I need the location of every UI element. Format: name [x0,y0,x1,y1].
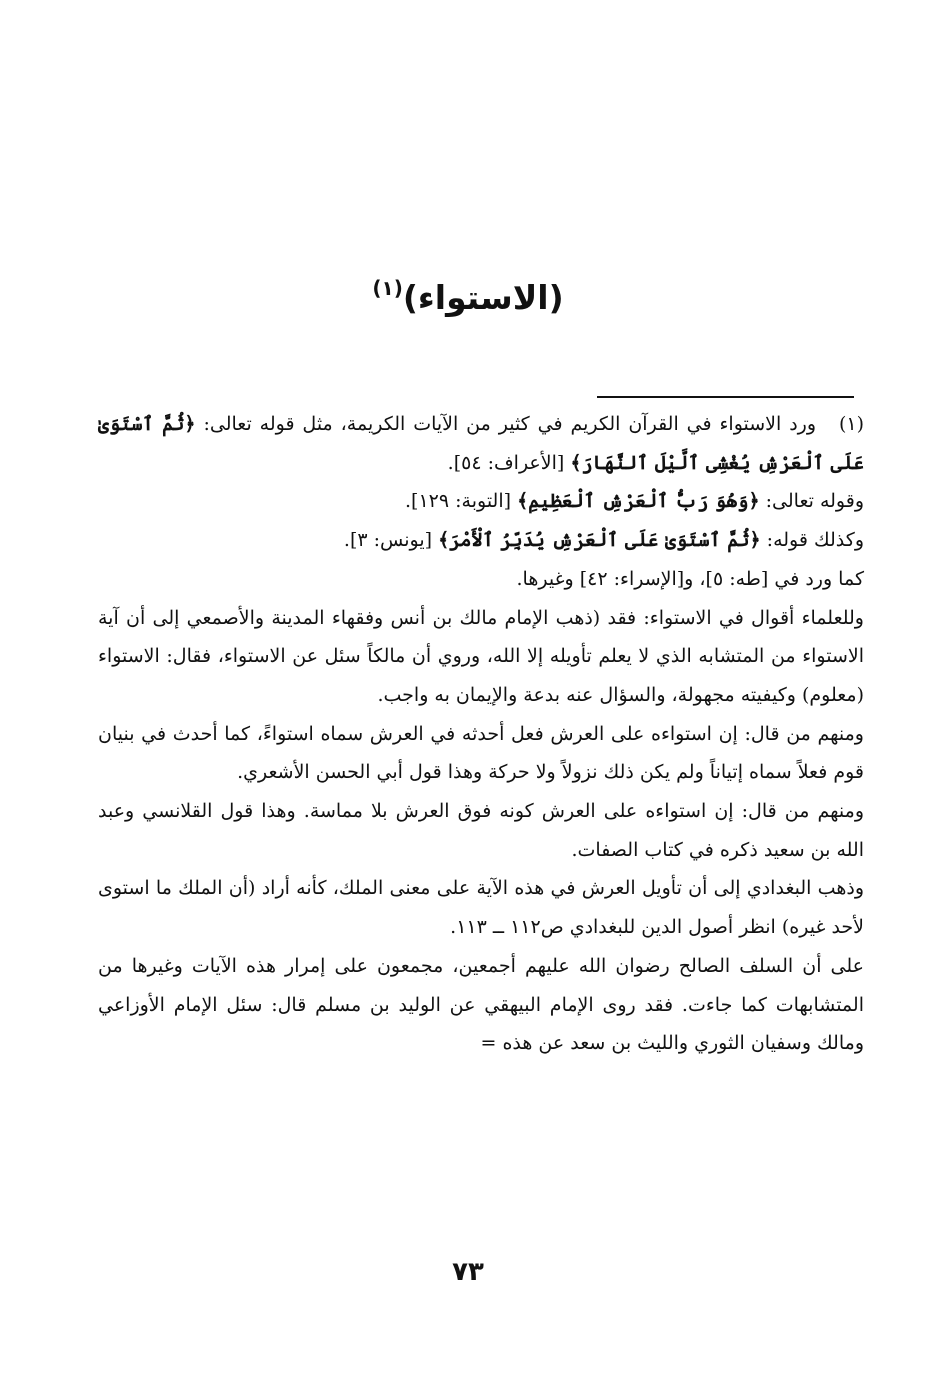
footnote-separator [597,396,854,398]
paragraph-text: كما ورد في [طه: ٥]، و[الإسراء: ٤٢] وغيرها. [516,567,864,590]
quran-verse: ﴿ثُمَّ ٱسْتَوَىٰ عَلَى ٱلْعَرْشِ يُدَبِّرُ ٱلْأَمْرَ﴾ [438,529,761,552]
footnote-paragraph [98,869,864,946]
verse-citation: [يونس: ٣]. [343,529,439,552]
paragraph-text: وذهب البغدادي إلى أن تأويل العرش في هذه الآية على معنى الملك، كأنه أراد (أن الملك ما استوى لأحد غيره) انظر أصول الدين للبغدادي ص١١٢ ــ ١١٣. [98,877,864,939]
paragraph-text: ومنهم من قال: إن استواءه على العرش كونه فوق العرش بلا مماسة. وهذا قول القلانسي وعبد الله بن سعيد ذكره في كتاب الصفات. [98,800,864,861]
paragraph-text: وقوله تعالى: [759,490,864,513]
footnote-paragraph [98,405,864,482]
paragraph-text: وللعلماء أقوال في الاستواء: فقد (ذهب الإمام مالك بن أنس وفقهاء المدينة والأصمعي إلى أن آية الاستواء من المتشابه الذي لا يعلم تأويله إلا الله، وروي أن مالكاً سئل عن الاستواء، فقال: الاستواء (معلوم) وكيفيته مجهولة، والسؤال عنه بدعة والإيمان به واجب. [98,606,864,706]
verse-citation: [الأعراف: ٥٤]. [447,451,571,474]
footnote-paragraph [98,599,864,715]
quran-verse: ﴿وَهُوَ رَبُّ ٱلْعَرْشِ ٱلْعَظِيمِ﴾ [517,490,760,513]
paragraph-text: ورد الاستواء في القرآن الكريم في كثير من الآيات الكريمة، مثل قوله تعالى: [195,413,817,435]
footnote-body [98,405,864,1063]
verse-citation: [التوبة: ١٢٩]. [405,490,518,513]
footnote-paragraph [98,560,864,599]
paragraph-text: على أن السلف الصالح رضوان الله عليهم أجمعين، مجمعون على إمرار هذه الآيات وغيرها من المتشابهات كما جاءت. فقد روى الإمام البيهقي عن الوليد بن مسلم قال: سئل الإمام الأوزاعي ومالك وسفيان الثوري والليث بن سعد عن هذه = [98,954,864,1055]
paragraph-text: ومنهم من قال: إن استواءه على العرش فعل أحدثه في العرش سماه استواءً، كما أحدث في بنيان قوم فعلاً سماه إتياناً ولم يكن ذلك نزولاً ولا حركة وهذا قول أبي الحسن الأشعري. [98,722,864,784]
footnote-paragraph [98,482,864,521]
page-number: ٧٣ [452,1257,484,1287]
chapter-title-text: (الاستواء) [402,278,564,317]
footnote-number: (١) [838,413,865,435]
chapter-title [0,258,936,328]
paragraph-text: وكذلك قوله: [760,529,864,552]
footnote-reference: (١) [372,276,403,300]
quran-verse: ﴿ثُمَّ ٱسْتَوَىٰ عَلَى ٱلْعَرْشِ يُغْشِى ٱلَّيْلَ ٱلنَّهَارَ﴾ [98,413,864,474]
footnote-paragraph [98,715,864,792]
footnote-paragraph [98,947,864,1063]
footnote-paragraph [98,792,864,869]
footnote-paragraph [98,521,864,560]
